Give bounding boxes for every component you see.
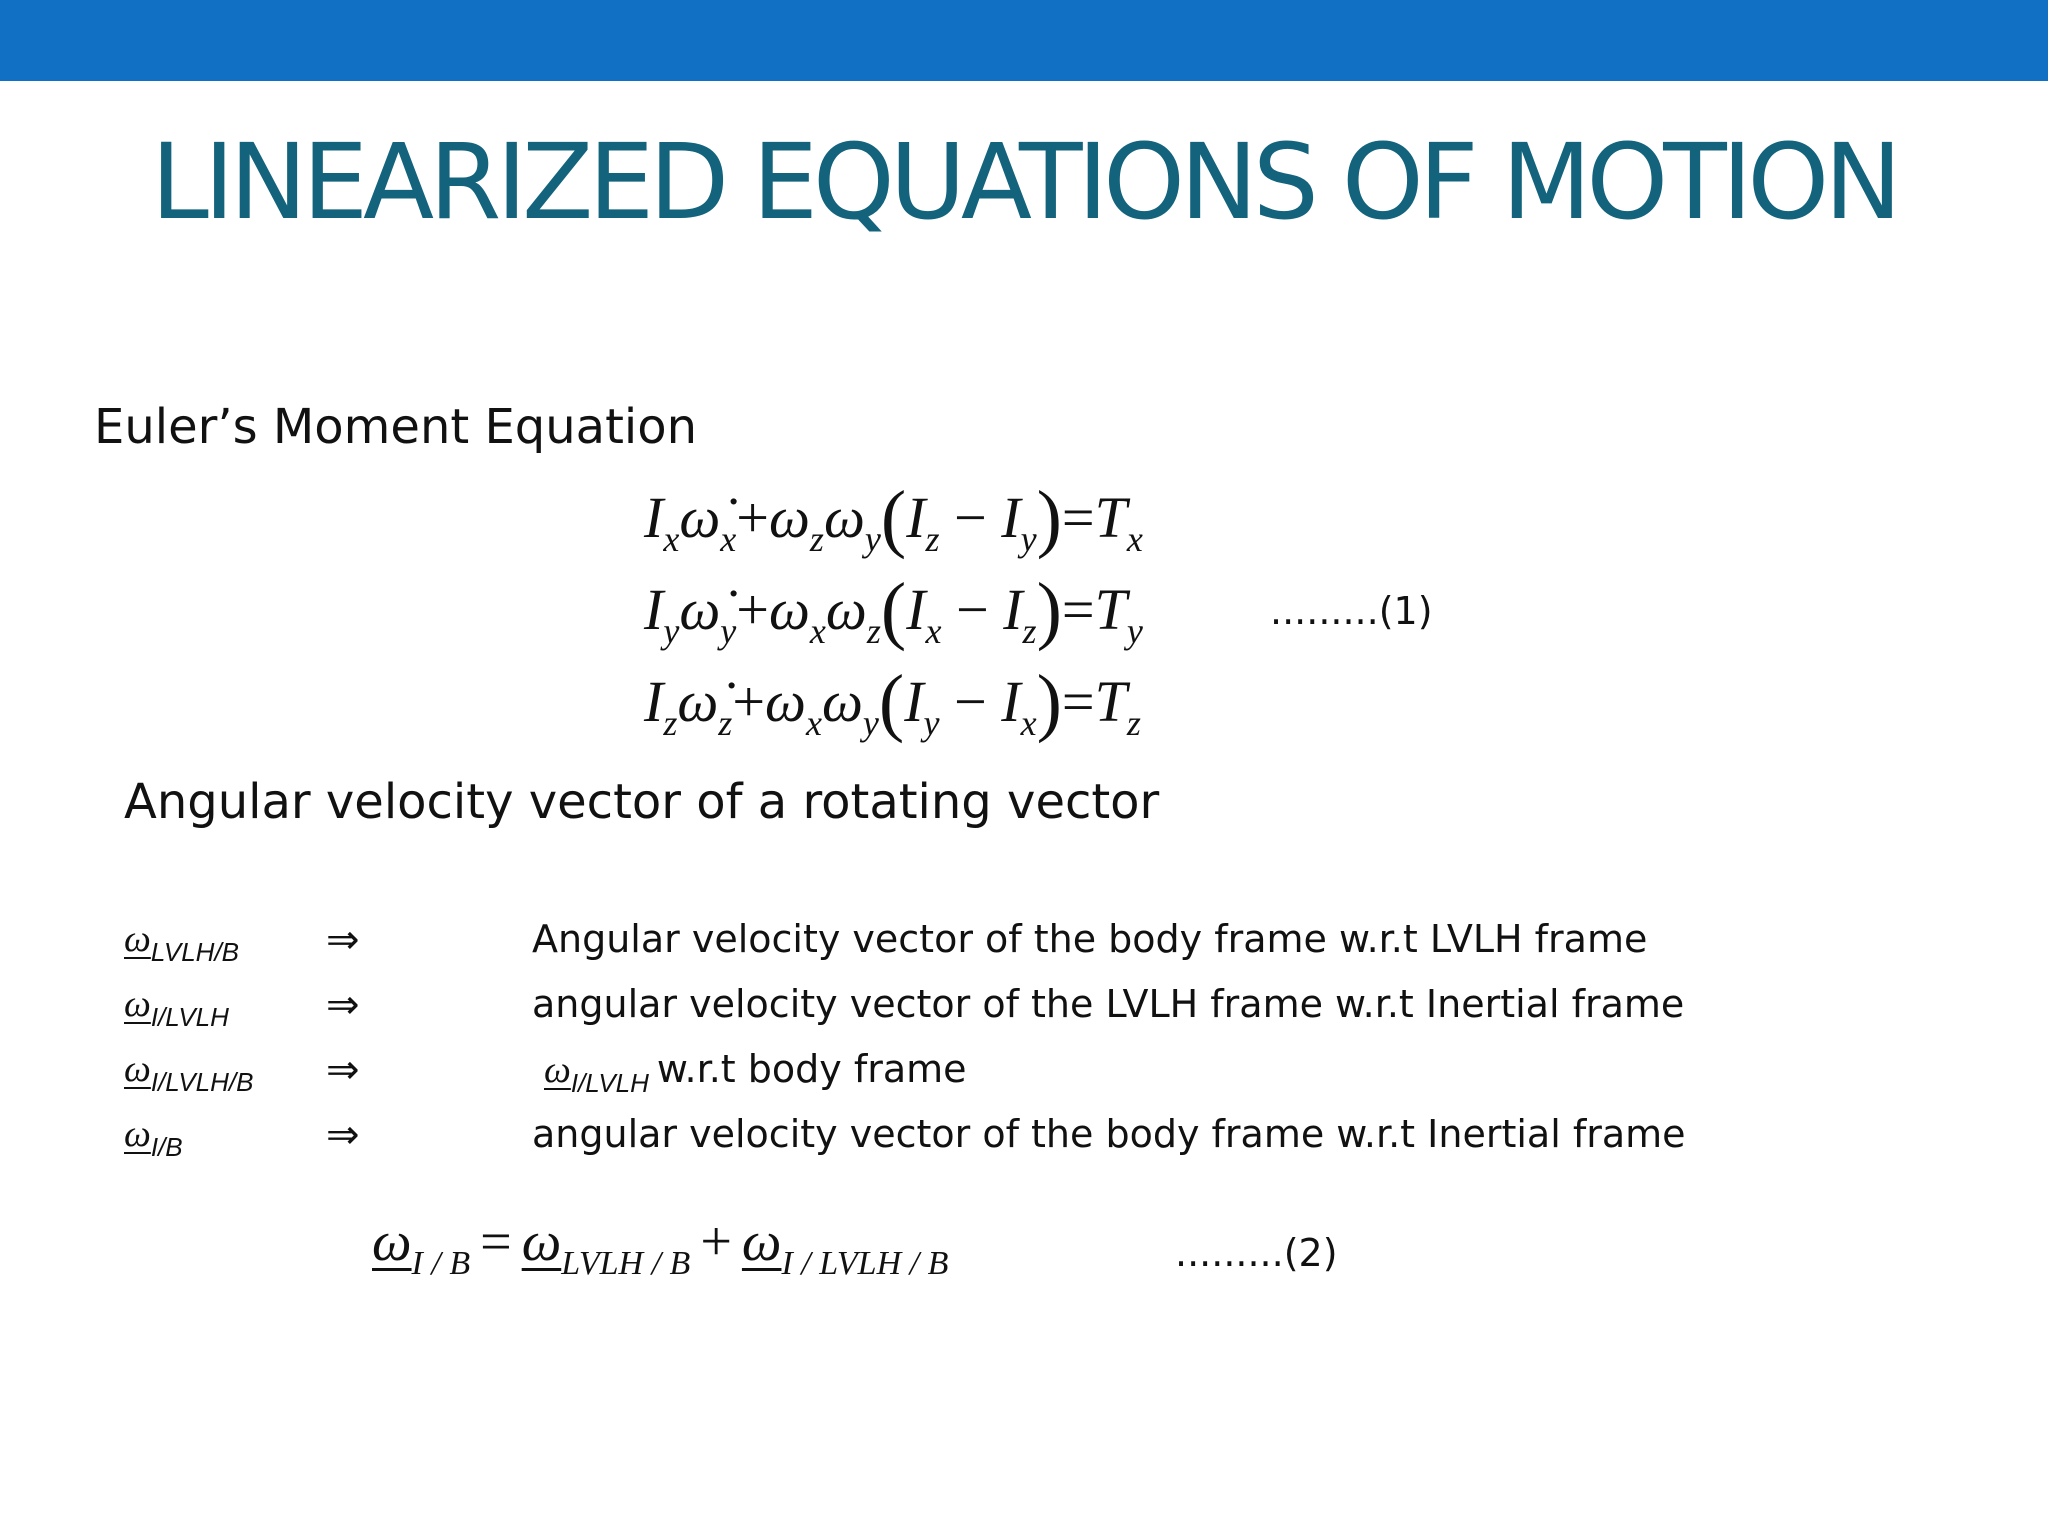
omega-i-lvlh-symbol: $\omega_{I/LVLH}$ [124,983,229,1032]
definition-text: angular velocity vector of the body frame w.r.t Inertial frame [532,1112,1686,1156]
implies-arrow: ⇒ [326,1047,360,1093]
equation-number-2: .........(2) [1175,1231,1338,1275]
top-accent-bar [0,0,2048,81]
implies-arrow: ⇒ [326,1112,360,1158]
definition-text: $\omega_{I/LVLH}$ w.r.t body frame [544,1047,967,1098]
omega-i-lvlh-inline-symbol: $\omega_{I/LVLH}$ [544,1049,649,1098]
equation-number-1: .........(1) [1270,589,1433,633]
implies-arrow: ⇒ [326,982,360,1028]
slide-title: LINEARIZED EQUATIONS OF MOTION [150,121,1898,243]
euler-equation-x: $I_x\omegȧ_x+\omega_z\omega_y(I_z - I_y)=T_x$ [644,476,1143,560]
implies-arrow: ⇒ [326,917,360,963]
definition-text: angular velocity vector of the LVLH frame w.r.t Inertial frame [532,982,1685,1026]
definition-text: Angular velocity vector of the body frame w.r.t LVLH frame [532,917,1648,961]
euler-heading: Euler’s Moment Equation [94,399,698,455]
omega-lvlh-b-symbol: $\omega_{LVLH/B}$ [124,918,240,967]
omega-i-lvlh-b-symbol: $\omega_{I/LVLH/B}$ [124,1048,254,1097]
angular-velocity-heading: Angular velocity vector of a rotating vector [124,774,1160,830]
euler-equation-y: $I_y\omegȧ_y+\omega_x\omega_z(I_x - I_z)=T_y$ [644,568,1143,652]
omega-i-b-symbol: $\omega_{I/B}$ [124,1113,183,1162]
euler-equation-z: $I_z\omegȧ_z+\omega_x\omega_y(I_y - I_x)=T_z$ [644,660,1141,744]
angular-velocity-sum-equation: $\omega_{I / B} = \omega_{LVLH / B} + \omega_{I / LVLH / B}$ [372,1211,949,1282]
